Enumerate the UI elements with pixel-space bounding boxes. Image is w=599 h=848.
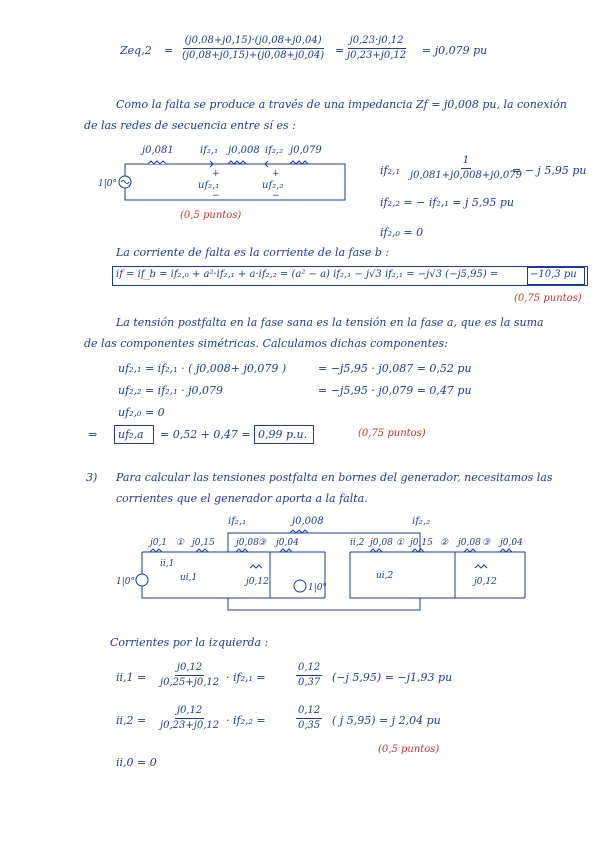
circuit1-if1: if₂,₁ xyxy=(200,145,219,156)
i2-denominator2: 0,35 xyxy=(298,720,321,731)
eq1-denominator2: j0,23+j0,12 xyxy=(347,50,407,61)
circuit1-points: (0,5 puntos) xyxy=(180,210,242,221)
equals-sign: = xyxy=(164,44,174,57)
right-current: ii,2 xyxy=(350,538,365,548)
para2-line1: La corriente de falta es la corriente de la fase b : xyxy=(116,246,390,259)
i0-equation: ii,0 = 0 xyxy=(116,756,157,769)
para1-line1: Como la falta se produce a través de una impedancia Zf = j0,008 pu, la conexión xyxy=(116,98,567,111)
para3-line1: La tensión postfalta en la fase sana es la tensión en la fase a, que es la suma xyxy=(116,316,544,329)
i1-denominator2: 0,37 xyxy=(298,677,321,688)
i1-denominator: j0,25+j0,12 xyxy=(160,677,220,688)
voltage-positive-lhs: uf₂,₁ = if₂,₁ · ( j0,008+ j0,079 ) xyxy=(118,362,287,375)
i2-mid: · if₂,₂ = xyxy=(226,714,266,727)
i1-lhs: ii,1 = xyxy=(116,671,147,684)
i1-fraction xyxy=(158,661,221,690)
left-z5: j0,12 xyxy=(246,577,269,587)
eq1-result: = j0,079 pu xyxy=(422,44,488,57)
left-current: ii,1 xyxy=(160,559,175,569)
equals-sign: = xyxy=(335,44,345,57)
left-z2: j0,15 xyxy=(192,538,215,548)
circuit1-v1: uf₂,₁ xyxy=(198,180,220,191)
plus-sign: + xyxy=(272,169,280,179)
circuit2-zf: j0,008 xyxy=(292,516,324,527)
para2-points: (0,75 puntos) xyxy=(514,293,582,304)
right-node3: ③ xyxy=(482,538,491,548)
circuit1-z1: j0,081 xyxy=(142,145,174,156)
circuit2-if22: if₂,₂ xyxy=(412,516,431,527)
section3-line2: corrientes que el generador aporta a la falta. xyxy=(116,492,368,505)
right-z4: j0,04 xyxy=(500,538,523,548)
circuit1-source: 1|0° xyxy=(98,179,117,189)
if21-lhs: if₂,₁ xyxy=(380,164,400,177)
i1-mid: · if₂,₁ = xyxy=(226,671,266,684)
circuit1-z2: j0,079 xyxy=(290,145,322,156)
left-z1: j0,1 xyxy=(150,538,168,548)
voltage-zero: uf₂,₀ = 0 xyxy=(118,406,165,419)
eq1-numerator: (j0,08+j0,15)·(j0,08+j0,04) xyxy=(183,34,324,49)
right-node1: ① xyxy=(396,538,405,548)
left-source: 1|0° xyxy=(116,577,135,587)
implies-arrow: ⇒ xyxy=(88,428,98,441)
if22-equation: if₂,₂ = − if₂,₁ = j 5,95 pu xyxy=(380,196,514,209)
i2-denominator: j0,23+j0,12 xyxy=(160,720,220,731)
section3-number: 3) xyxy=(86,471,98,484)
if20-equation: if₂,₀ = 0 xyxy=(380,226,424,239)
currents-heading: Corrientes por la izquierda : xyxy=(110,636,269,649)
left-voltage: ui,1 xyxy=(180,573,198,583)
left-node1: ① xyxy=(176,538,185,548)
para3-points: (0,75 puntos) xyxy=(358,428,426,439)
left-node3: ③ xyxy=(258,538,267,548)
plus-sign: + xyxy=(212,169,220,179)
right-z1: j0,08 xyxy=(370,538,393,548)
voltage-result: 0,99 p.u. xyxy=(258,428,308,441)
voltage-positive-rhs: = −j5,95 · j0,087 = 0,52 pu xyxy=(318,362,472,375)
i1-fraction2 xyxy=(296,661,322,690)
eq1-numerator2: j0,23·j0,12 xyxy=(348,34,406,49)
voltage-negative-rhs: = −j5,95 · j0,079 = 0,47 pu xyxy=(318,384,472,397)
i2-fraction2 xyxy=(296,704,322,733)
i1-numerator2: 0,12 xyxy=(296,661,322,676)
minus-sign: − xyxy=(272,191,280,201)
i2-result: ( j 5,95) = j 2,04 pu xyxy=(332,714,441,727)
circuit1-zf: j0,008 xyxy=(228,145,260,156)
circuit1-if2: if₂,₂ xyxy=(265,145,284,156)
para3-line2: de las componentes simétricas. Calculamos dichas componentes: xyxy=(84,337,448,350)
i1-numerator: j0,12 xyxy=(175,661,204,676)
left-source2: 1|0° xyxy=(308,583,327,593)
eq1-denominator: (j0,08+j0,15)+(j0,08+j0,04) xyxy=(182,50,325,61)
circuit1-v2: uf₂,₂ xyxy=(262,180,284,191)
i1-result: (−j 5,95) = −j1,93 pu xyxy=(332,671,453,684)
if21-numerator: 1 xyxy=(461,154,471,169)
circuit2-if21: if₂,₁ xyxy=(228,516,247,527)
right-node2: ② xyxy=(440,538,449,548)
if21-denominator: j0,081+j0,008+j0,079 xyxy=(410,170,522,181)
voltage-phase-a-lhs: uf₂,a xyxy=(118,428,144,441)
i2-fraction xyxy=(158,704,221,733)
if21-result: = − j 5,95 pu xyxy=(512,164,587,177)
left-z3: j0,08 xyxy=(236,538,259,548)
right-z2: j0,15 xyxy=(410,538,433,548)
para1-line2: de las redes de secuencia entre sí es : xyxy=(84,119,296,132)
fault-current-result: −10,3 pu xyxy=(530,269,577,280)
i2-lhs: ii,2 = xyxy=(116,714,147,727)
eq1-lhs: Zeq,2 xyxy=(120,44,152,57)
left-z4: j0,04 xyxy=(276,538,299,548)
fault-current-equation: if = if_b = if₂,₀ + a²·if₂,₁ + a·if₂,₂ = (a² − a) if₂,₁ − j√3 if₂,₁ = −j√3 (−j5,95) = xyxy=(116,269,499,280)
right-voltage: ui,2 xyxy=(376,571,394,581)
right-z5: j0,12 xyxy=(474,577,497,587)
voltage-negative-lhs: uf₂,₂ = if₂,₁ · j0,079 xyxy=(118,384,223,397)
minus-sign: − xyxy=(212,191,220,201)
i2-numerator: j0,12 xyxy=(175,704,204,719)
voltage-phase-a-rhs: = 0,52 + 0,47 = xyxy=(160,428,251,441)
currents-points: (0,5 puntos) xyxy=(378,744,440,755)
section3-line1: Para calcular las tensiones postfalta en bornes del generador, necesitamos las xyxy=(116,471,553,484)
right-z3: j0,08 xyxy=(458,538,481,548)
i2-numerator2: 0,12 xyxy=(296,704,322,719)
